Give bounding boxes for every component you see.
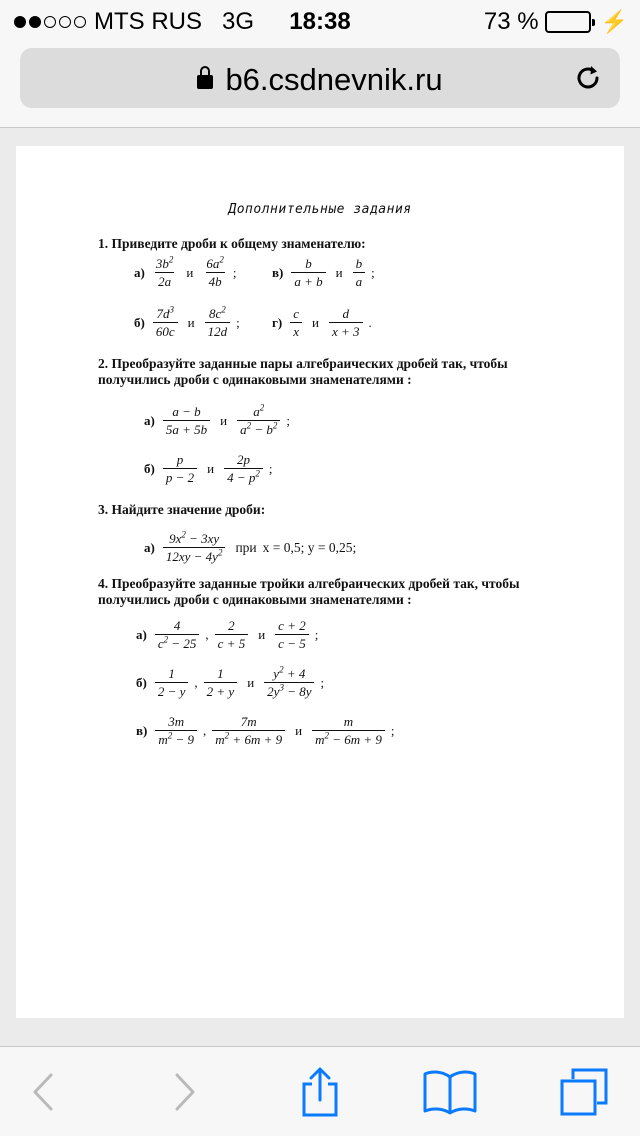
bookmarks-button[interactable] <box>422 1067 478 1117</box>
charging-icon: ⚡ <box>600 9 628 34</box>
fraction: $\frac{1}{2 + y}$ <box>204 666 238 699</box>
fraction: $\frac{6a^2}{4b}$ <box>206 254 224 289</box>
fraction: $\frac{9x^2 - 3xy}{12xy - 4y^2}$ <box>163 531 226 564</box>
fraction: $\frac{a^2}{a^2 - b^2}$ <box>237 404 280 437</box>
browser-toolbar <box>0 1046 640 1136</box>
fraction: $\frac{8c^2}{12d}$ <box>205 306 231 339</box>
task4-row-b: б) $\frac{1}{2 - y}$ , $\frac{1}{2 + y}$ и $\frac{y^2 + 4}{2y^3 - 8y}$ ; <box>136 664 325 699</box>
fraction: $\frac{4}{c^2 - 25}$ <box>155 618 200 651</box>
address-bar-url[interactable] <box>20 62 620 98</box>
task4-row-v: в) $\frac{3m}{m^2 - 9}$ , $\frac{7m}{m^2 + 6m + 9}$ и $\frac{m}{m^2 - 6m + 9}$ ; <box>136 714 395 747</box>
status-bar <box>0 0 640 40</box>
fraction: $\frac{c + 2}{c - 5}$ <box>275 618 309 651</box>
task3-row-a: а) $\frac{9x^2 - 3xy}{12xy - 4y^2}$ при x = 0,5; y = 0,25; <box>144 529 357 564</box>
task1-g-label: г) <box>272 314 283 330</box>
fraction: $\frac{b}{a}$ <box>353 256 366 289</box>
address-bar[interactable] <box>20 48 620 108</box>
task4-heading: 4. Преобразуйте заданные тройки алгебраических дробей так, чтобы получились дроби с одинаковыми знаменателями : <box>98 576 520 607</box>
share-button[interactable] <box>292 1067 348 1117</box>
fraction: $\frac{b}{a + b}$ <box>291 256 325 289</box>
browser-header <box>0 40 640 128</box>
fraction: $\frac{d}{x + 3}$ <box>329 306 363 339</box>
document-title: Дополнительные задания <box>228 202 412 217</box>
forward-button[interactable] <box>156 1067 212 1117</box>
fraction: $\frac{c}{x}$ <box>290 306 302 339</box>
task1-b-label: б) <box>134 314 145 330</box>
fraction: $\frac{y^2 + 4}{2y^3 - 8y}$ <box>264 666 314 699</box>
signal-strength-icon <box>14 16 86 28</box>
chevron-right-icon <box>169 1072 199 1112</box>
task2-heading: 2. Преобразуйте заданные пары алгебраических дробей так, чтобы получились дроби с одинаковыми знаменателями : <box>98 356 508 387</box>
task1-row-v: в) $\frac{b}{a + b}$ и $\frac{b}{a}$ ; <box>272 256 375 289</box>
carrier-name: MTS RUS <box>94 8 202 35</box>
back-button[interactable] <box>16 1067 72 1117</box>
share-icon <box>298 1066 342 1118</box>
fraction: $\frac{3m}{m^2 - 9}$ <box>155 714 197 747</box>
fraction: $\frac{1}{2 - y}$ <box>155 666 189 699</box>
battery-percent: 73 % <box>483 8 539 35</box>
task2-row-b: б) $\frac{p}{p - 2}$ и $\frac{2p}{4 - p^2}$ ; <box>144 452 273 485</box>
url-text: b6.csdnevnik.ru <box>225 62 443 97</box>
fraction: $\frac{m}{m^2 - 6m + 9}$ <box>312 714 385 747</box>
fraction: $\frac{7m}{m^2 + 6m + 9}$ <box>212 714 285 747</box>
task1-row-g: г) $\frac{c}{x}$ и $\frac{d}{x + 3}$ . <box>272 306 372 339</box>
task3-condition: x = 0,5; y = 0,25; <box>262 539 357 555</box>
task3-condition-word: при <box>235 539 257 555</box>
book-icon <box>422 1069 478 1115</box>
reload-icon[interactable] <box>572 62 604 94</box>
fraction: $\frac{3b^2}{2a}$ <box>155 254 174 289</box>
fraction: $\frac{p}{p - 2}$ <box>163 452 197 485</box>
tabs-button[interactable] <box>556 1067 612 1117</box>
task2-row-a: а) $\frac{a - b}{5a + 5b}$ и $\frac{a^2}{a^2 - b^2}$ ; <box>144 402 290 437</box>
status-time: 18:38 <box>289 8 351 35</box>
fraction: $\frac{2}{c + 5}$ <box>215 618 249 651</box>
tabs-icon <box>559 1067 609 1117</box>
status-left <box>14 8 254 36</box>
status-right <box>484 8 628 36</box>
task1-row-b: б) $\frac{7d^3}{60c}$ и $\frac{8c^2}{12d}$ ; <box>134 304 240 339</box>
battery-icon <box>545 11 591 33</box>
network-type: 3G <box>222 8 255 35</box>
fraction: $\frac{7d^3}{60c}$ <box>153 306 178 339</box>
lock-icon <box>197 75 213 89</box>
task1-v-label: в) <box>272 264 284 280</box>
task1-a-label: а) <box>134 264 145 280</box>
web-content[interactable] <box>0 128 640 1046</box>
task1-row-a: а) $\frac{3b^2}{2a}$ и $\frac{6a^2}{4b}$ ; <box>134 254 237 289</box>
task4-row-a: а) $\frac{4}{c^2 - 25}$ , $\frac{2}{c + 5}$ и $\frac{c + 2}{c - 5}$ ; <box>136 618 319 651</box>
task1-heading: 1. Приведите дроби к общему знаменателю: <box>98 236 366 251</box>
fraction: $\frac{2p}{4 - p^2}$ <box>224 452 263 485</box>
chevron-left-icon <box>29 1072 59 1112</box>
task3-heading: 3. Найдите значение дроби: <box>98 502 266 517</box>
fraction: $\frac{a - b}{5a + 5b}$ <box>163 404 210 437</box>
document-page <box>16 146 624 1018</box>
